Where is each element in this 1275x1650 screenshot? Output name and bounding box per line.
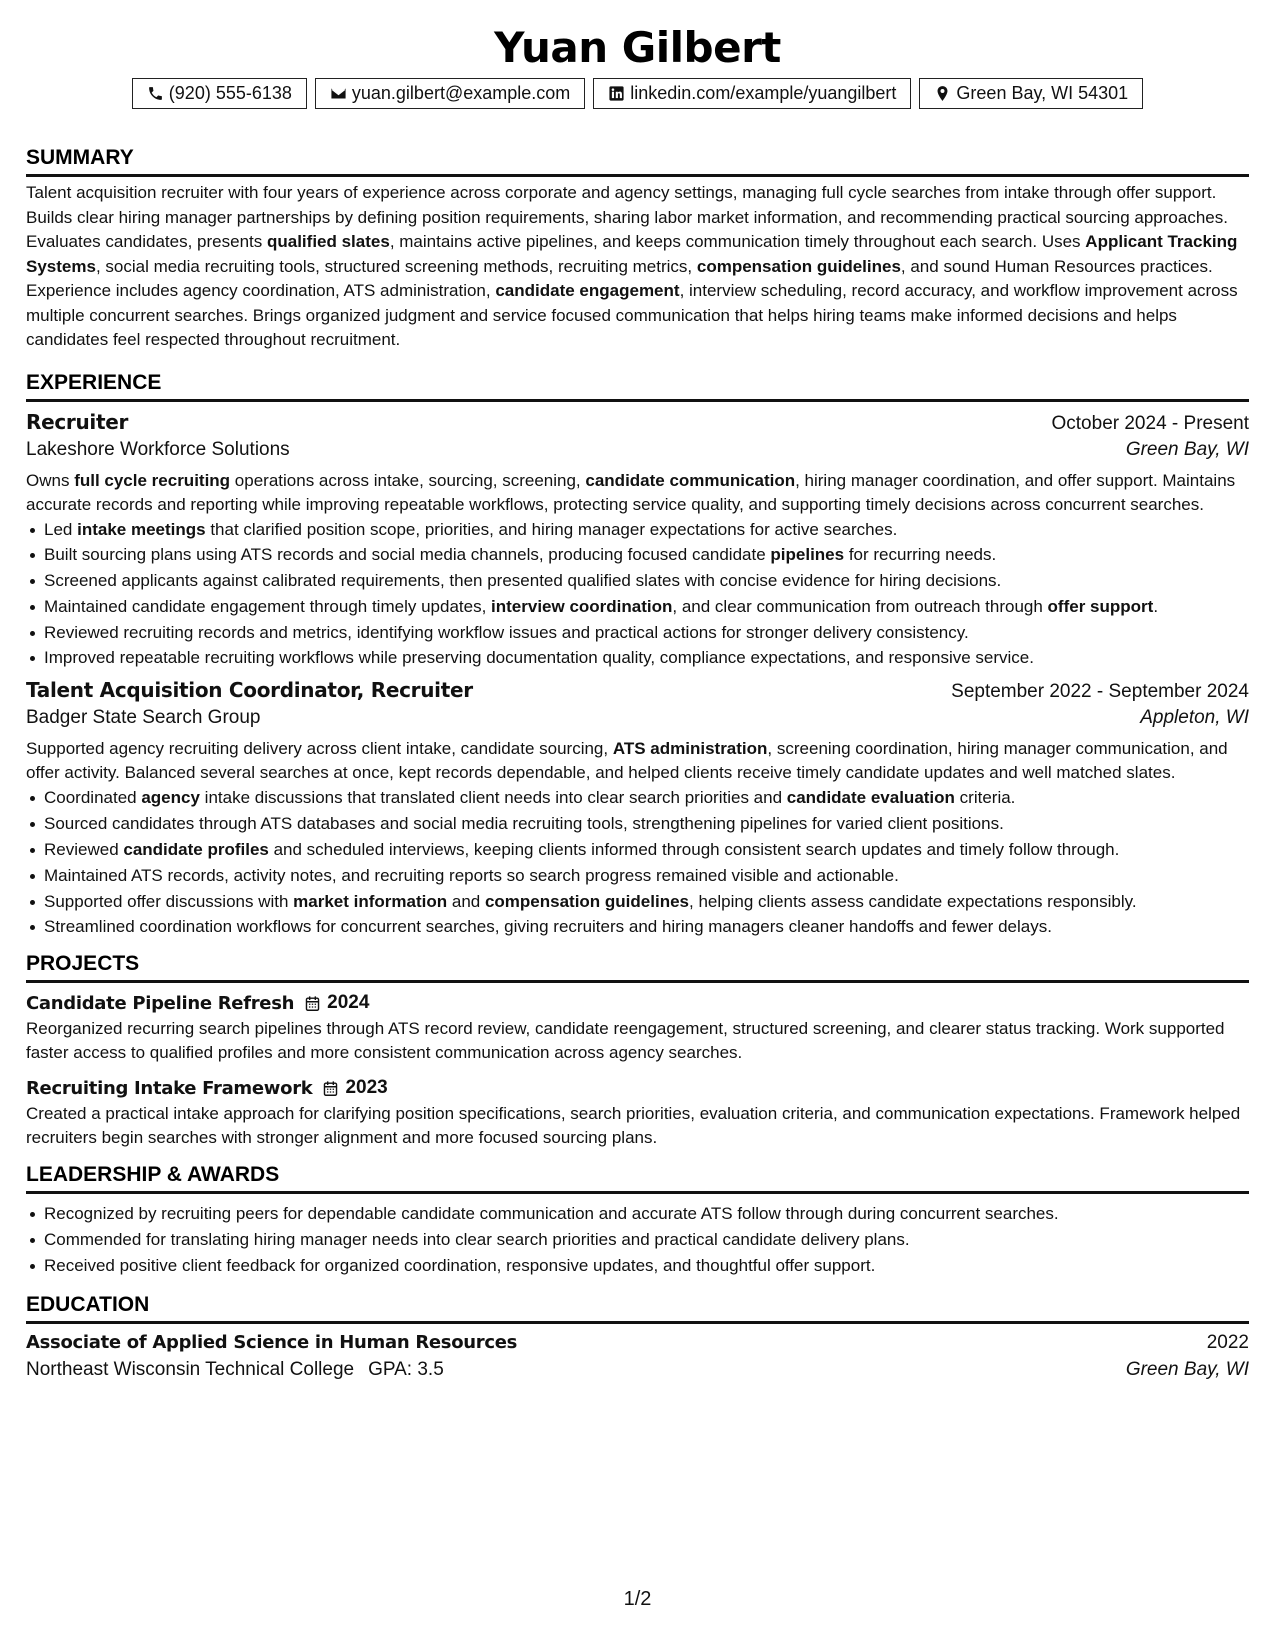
experience-section xyxy=(26,370,1249,940)
project-title: Candidate Pipeline Refresh xyxy=(26,992,295,1014)
candidate-name: Yuan Gilbert xyxy=(494,23,781,72)
education-degree: Associate of Applied Science in Human Resources xyxy=(26,1332,518,1354)
list-item: Screened applicants against calibrated requirements, then presented qualified slates with concise evidence for hiring decisions. xyxy=(26,569,1249,593)
job-title: Recruiter xyxy=(26,409,129,434)
list-item: Sourced candidates through ATS databases and social media recruiting tools, strengthening pipelines for varied client positions. xyxy=(26,812,1249,836)
education-school: Northeast Wisconsin Technical College xyxy=(26,1359,355,1381)
job-company: Lakeshore Workforce Solutions xyxy=(26,438,290,460)
job-bullets xyxy=(26,786,1249,939)
project-title: Recruiting Intake Framework xyxy=(26,1077,313,1099)
list-item: Commended for translating hiring manager needs into clear search priorities and practical candidate delivery plans. xyxy=(26,1228,1249,1252)
section-title-experience: EXPERIENCE xyxy=(26,370,1249,402)
project-header xyxy=(26,1077,1249,1099)
project-header xyxy=(26,992,1249,1014)
summary-text: Talent acquisition recruiter with four years of experience across corporate and agency settings, managing full cycle searches from intake through offer support. Builds clear hiring manager partnerships by defining position requirements, sharing labor market information, and recommending practical sourcing approaches. Evaluates candidates, presents qualified slates, maintains active pipelines, and keeps communication timely throughout each search. Uses Applicant Tracking Systems, social media recruiting tools, structured screening methods, recruiting metrics, compensation guidelines, and sound Human Resources practices. Experience includes agency coordination, ATS administration, candidate engagement, interview scheduling, record accuracy, and workflow improvement across multiple concurrent searches. Brings organized judgment and service focused communication that helps hiring teams make informed decisions and helps candidates feel respected throughout recruitment. xyxy=(26,183,1238,349)
section-title-leadership: LEADERSHIP & AWARDS xyxy=(26,1162,1249,1194)
education-gpa: GPA: 3.5 xyxy=(368,1359,444,1381)
job-title: Talent Acquisition Coordinator, Recruiter xyxy=(26,678,473,703)
list-item: Maintained ATS records, activity notes, and recruiting reports so search progress remained visible and actionable. xyxy=(26,864,1249,888)
list-item: Maintained candidate engagement through timely updates, interview coordination, and clear communication from outreach through offer support. xyxy=(26,595,1249,619)
section-title-summary: SUMMARY xyxy=(26,145,1249,177)
list-item: Built sourcing plans using ATS records and social media channels, producing focused candidate pipelines for recurring needs. xyxy=(26,543,1249,567)
project-year xyxy=(304,992,369,1014)
job-dates: September 2022 - September 2024 xyxy=(951,681,1249,703)
list-item: Received positive client feedback for organized coordination, responsive updates, and thoughtful offer support. xyxy=(26,1254,1249,1278)
job-entry xyxy=(26,678,1249,939)
contact-phone[interactable] xyxy=(132,78,307,109)
calendar-icon xyxy=(322,1080,339,1097)
job-company: Badger State Search Group xyxy=(26,707,261,729)
map-pin-icon xyxy=(934,85,951,102)
list-item: Streamlined coordination workflows for concurrent searches, giving recruiters and hiring managers cleaner handoffs and fewer delays. xyxy=(26,915,1249,939)
section-title-projects: PROJECTS xyxy=(26,951,1249,983)
job-dates: October 2024 - Present xyxy=(1051,412,1249,434)
project-year-text: 2023 xyxy=(345,1077,388,1099)
job-description: Supported agency recruiting delivery across client intake, candidate sourcing, ATS administration, screening coordination, hiring manager communication, and offer activity. Balanced several searches at once, kept records dependable, and helped clients receive timely candidate updates and well matched slates. xyxy=(26,739,1228,783)
resume-page xyxy=(26,22,1249,1381)
project-description: Created a practical intake approach for clarifying position specifications, search priorities, evaluation criteria, and communication expectations. Framework helped recruiters begin searches with stronger alignment and more focused sourcing plans. xyxy=(26,1104,1241,1148)
contact-email[interactable] xyxy=(315,78,585,109)
list-item: Coordinated agency intake discussions that translated client needs into clear search priorities and candidate evaluation criteria. xyxy=(26,786,1249,810)
envelope-icon xyxy=(330,85,347,102)
job-entry xyxy=(26,410,1249,671)
education-year: 2022 xyxy=(1206,1332,1249,1354)
leadership-list xyxy=(26,1202,1249,1278)
page-number: 1/2 xyxy=(623,1588,652,1610)
list-item: Led intake meetings that clarified position scope, priorities, and hiring manager expectations for active searches. xyxy=(26,518,1249,542)
leadership-section xyxy=(26,1162,1249,1278)
project-description: Reorganized recurring search pipelines through ATS record review, candidate reengagement, structured screening, and clearer status tracking. Work supported faster access to qualified profiles and more consistent communication across agency searches. xyxy=(26,1019,1225,1063)
list-item: Supported offer discussions with market information and compensation guidelines, helping clients assess candidate expectations responsibly. xyxy=(26,890,1249,914)
calendar-icon xyxy=(304,995,321,1012)
list-item: Reviewed candidate profiles and scheduled interviews, keeping clients informed through consistent search updates and timely follow through. xyxy=(26,838,1249,862)
contact-linkedin[interactable] xyxy=(593,78,911,109)
list-item: Reviewed recruiting records and metrics, identifying workflow issues and practical actions for stronger delivery consistency. xyxy=(26,621,1249,645)
projects-section xyxy=(26,951,1249,1150)
email-text: yuan.gilbert@example.com xyxy=(351,83,571,103)
project-year-text: 2024 xyxy=(327,992,370,1014)
phone-icon xyxy=(147,85,164,102)
education-school-line xyxy=(26,1359,444,1381)
education-location: Green Bay, WI xyxy=(1125,1359,1249,1381)
job-location: Appleton, WI xyxy=(1140,707,1249,729)
education-section xyxy=(26,1292,1249,1381)
list-item: Recognized by recruiting peers for dependable candidate communication and accurate ATS follow through during concurrent searches. xyxy=(26,1202,1249,1226)
linkedin-icon xyxy=(608,85,625,102)
location-text: Green Bay, WI 54301 xyxy=(956,83,1129,103)
job-description: Owns full cycle recruiting operations across intake, sourcing, screening, candidate communication, hiring manager coordination, and offer support. Maintains accurate records and reporting while improving repeatable workflows, protecting service quality, and supporting timely decisions across concurrent searches. xyxy=(26,470,1236,514)
contact-location[interactable] xyxy=(919,78,1143,109)
project-year xyxy=(322,1077,387,1099)
phone-text: (920) 555-6138 xyxy=(168,83,292,103)
section-title-education: EDUCATION xyxy=(26,1292,1249,1324)
summary-section xyxy=(26,145,1249,353)
contact-row xyxy=(26,78,1249,109)
job-location: Green Bay, WI xyxy=(1125,438,1249,460)
list-item: Improved repeatable recruiting workflows while preserving documentation quality, compliance expectations, and responsive service. xyxy=(26,646,1249,670)
job-bullets xyxy=(26,518,1249,671)
linkedin-text: linkedin.com/example/yuangilbert xyxy=(630,83,897,103)
